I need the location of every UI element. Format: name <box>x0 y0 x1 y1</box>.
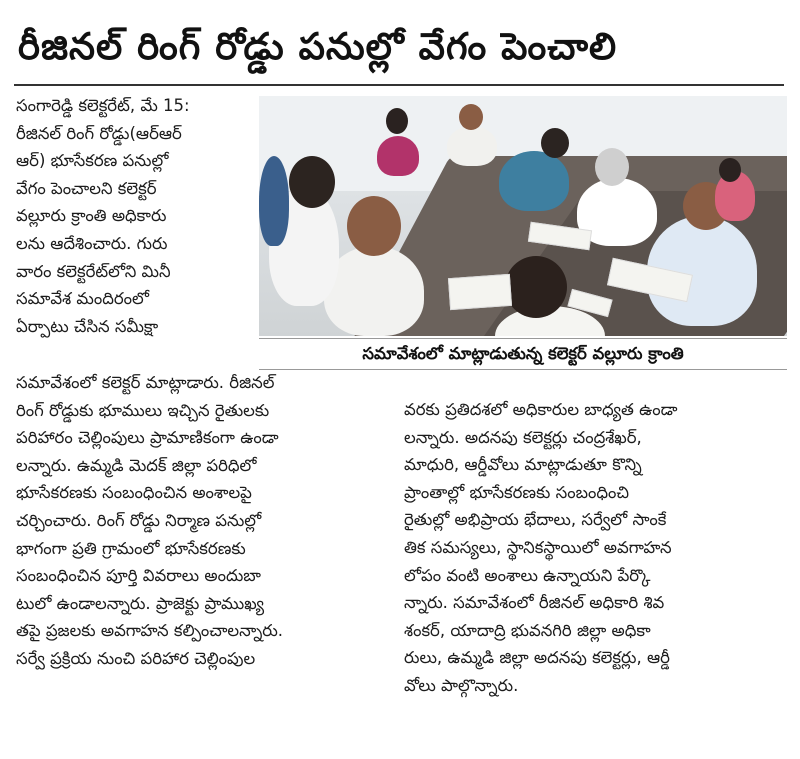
photo-caption: సమావేశంలో మాట్లాడుతున్న కలెక్టర్ వల్లూరు క్రాంతి <box>259 338 787 370</box>
photo-head <box>505 256 567 318</box>
text-line: వోలు పాల్గొన్నారు. <box>404 675 519 695</box>
photo-head <box>719 158 741 182</box>
photo-person <box>259 156 289 246</box>
text-line: రైతుల్లో అభిప్రాయ భేదాలు, సర్వేలో సాంకే <box>404 510 667 530</box>
text-line: వల్లూరు క్రాంతి అధికారు <box>16 206 167 226</box>
text-line: వేగం పెంచాలని కలెక్టర్ <box>16 178 157 198</box>
text-line: లన్నారు. ఉమ్మడి మెదక్ జిల్లా పరిధిలో <box>16 455 257 475</box>
photo-person <box>324 246 424 336</box>
text-line: సంబంధించిన పూర్తి వివరాలు అందుబా <box>16 566 261 586</box>
photo-person <box>377 136 419 176</box>
photo-head <box>347 196 401 256</box>
article-column-left-top <box>16 92 256 340</box>
text-line: టులో ఉండాలన్నారు. ప్రాజెక్టు ప్రాముఖ్య <box>16 593 265 613</box>
text-line: సర్వే ప్రక్రియ నుంచి పరిహార చెల్లింపుల <box>16 648 256 668</box>
text-line: ప్రాంతాల్లో భూసేకరణకు సంబంధించి <box>404 482 629 502</box>
text-line: లన్నారు. అదనపు కలెక్టర్లు చంద్రశేఖర్, <box>404 427 642 447</box>
text-line: మాధురి, ఆర్డీవోలు మాట్లాడుతూ కొన్ని <box>404 455 642 475</box>
article-column-left-bottom <box>16 369 396 673</box>
text-line: భూసేకరణకు సంబంధించిన అంశాలపై <box>16 483 252 503</box>
text-line: తపై ప్రజలకు అవగాహన కల్పించాలన్నారు. <box>16 621 284 641</box>
meeting-photo <box>259 96 787 336</box>
headline: రీజినల్ రింగ్ రోడ్డు పనుల్లో వేగం పెంచాలి <box>18 25 618 68</box>
text-line: రింగ్ రోడ్డుకు భూములు ఇచ్చిన రైతులకు <box>16 400 270 420</box>
text-line: సమావేశంలో కలెక్టర్ మాట్లాడారు. రీజినల్ <box>16 373 275 392</box>
photo-head <box>459 104 483 130</box>
headline-rule <box>14 84 784 86</box>
text-line: చర్చించారు. రింగ్ రోడ్డు నిర్మాణ పనుల్లో <box>16 510 262 530</box>
text-line: శంకర్, యాదాద్రి భువనగిరి జిల్లా అధికా <box>404 620 651 640</box>
text-line: లోపం వంటి అంశాలు ఉన్నాయని పేర్కొ <box>404 565 651 585</box>
photo-head <box>386 108 408 134</box>
article-column-right <box>404 396 778 700</box>
photo-paper <box>448 274 512 310</box>
text-line: భాగంగా ప్రతి గ్రామంలో భూసేకరణకు <box>16 538 246 558</box>
photo-head <box>595 148 629 186</box>
text-line: లను ఆదేశించారు. గురు <box>16 233 168 253</box>
text-line: న్నారు. సమావేశంలో రీజినల్ అధికారి శివ <box>404 593 665 613</box>
text-line: సమావేశ మందిరంలో <box>16 289 149 309</box>
text-line: ఏర్పాటు చేసిన సమీక్షా <box>16 316 159 336</box>
photo-head <box>289 156 335 208</box>
photo-person <box>447 126 497 166</box>
text-line: వారం కలెక్టరేట్‌లోని మినీ <box>16 261 171 281</box>
text-line: సంగారెడ్డి కలెక్టరేట్, మే 15: <box>16 96 190 115</box>
photo-head <box>541 128 569 158</box>
text-line: రులు, ఉమ్మడి జిల్లా అదనపు కలెక్టర్లు, ఆర్డీ <box>404 648 670 668</box>
text-line: పరిహారం చెల్లింపులు ప్రామాణికంగా ఉండా <box>16 428 279 448</box>
photo-person <box>499 151 569 211</box>
text-line: ఆర్) భూసేకరణ పనుల్లో <box>16 151 169 171</box>
text-line: రీజినల్ రింగ్ రోడ్డు(ఆర్ఆర్ <box>16 123 182 143</box>
text-line: తిక సమస్యలు, స్థానికస్థాయిలో అవగాహన <box>404 537 672 557</box>
text-line: వరకు ప్రతిదశలో అధికారుల బాధ్యత ఉండా <box>404 400 678 419</box>
